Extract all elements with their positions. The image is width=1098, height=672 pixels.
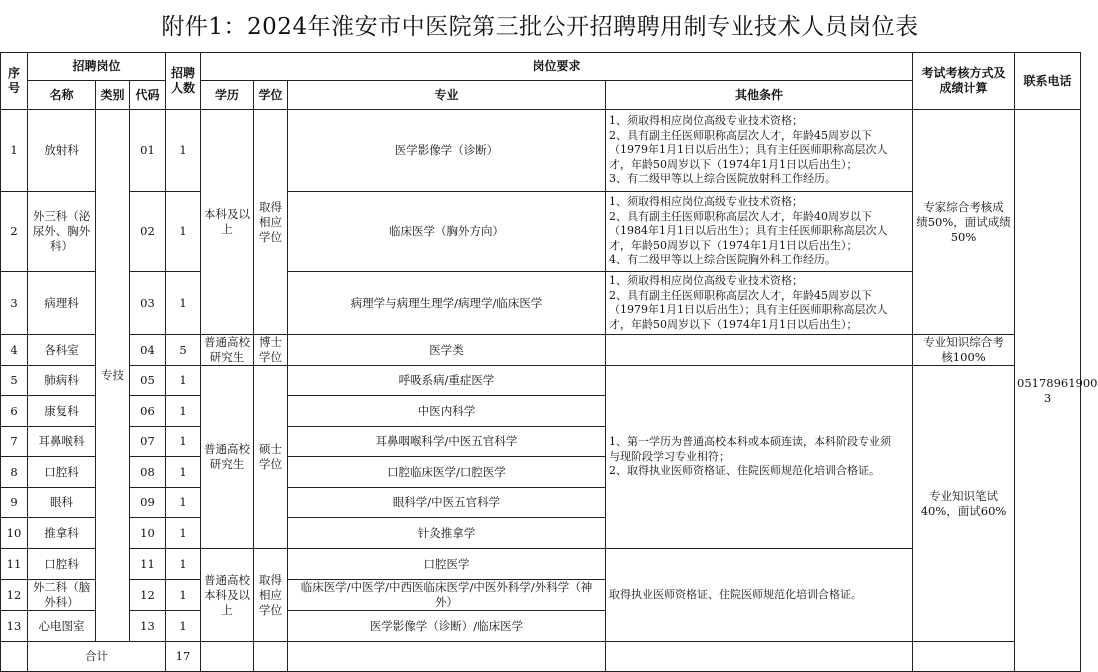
cell-seq: 9	[1, 488, 28, 518]
job-position-table	[0, 52, 1098, 672]
cell-name: 心电图室	[28, 611, 96, 642]
cell-count: 1	[166, 272, 201, 335]
cell-name: 耳鼻喉科	[28, 427, 96, 457]
cell-seq: 13	[1, 611, 28, 642]
cell-exam: 专业知识综合考 核100%	[913, 335, 1015, 366]
cell-code: 05	[130, 366, 166, 396]
cell-count: 5	[166, 335, 201, 366]
cell-code: 02	[130, 192, 166, 272]
total-row	[1, 642, 1081, 672]
cell-code: 07	[130, 427, 166, 457]
cell-major: 口腔医学	[288, 549, 606, 580]
cell-major: 耳鼻咽喉科学/中医五官科学	[288, 427, 606, 457]
cell-seq: 2	[1, 192, 28, 272]
cell-seq: 4	[1, 335, 28, 366]
cell-seq: 11	[1, 549, 28, 580]
cell-name: 放射科	[28, 110, 96, 192]
cell-count: 1	[166, 366, 201, 396]
cell-count: 1	[166, 611, 201, 642]
cell-other	[606, 335, 913, 366]
cell-code: 04	[130, 335, 166, 366]
cell-count: 1	[166, 580, 201, 611]
cell-education: 普通高校 本科及以 上	[201, 549, 254, 642]
cell-other: 1、须取得相应岗位高级专业技术资格； 2、具有副主任医师职称高层次人才，年龄45周岁以下 （1979年1月1日以后出生）；具有主任医师职称高层次人 才，年龄50周岁以下（1974年1月1日以后出生）； 3、有二级甲等以上综合医院放射科工作经历。	[606, 110, 913, 192]
cell-education: 普通高校 研究生	[201, 335, 254, 366]
cell-total-education	[201, 642, 254, 672]
header-exam: 考试考核方式及 成绩计算	[913, 53, 1015, 110]
cell-code: 13	[130, 611, 166, 642]
cell-count: 1	[166, 427, 201, 457]
cell-seq: 6	[1, 396, 28, 427]
cell-name: 病理科	[28, 272, 96, 335]
cell-other: 1、第一学历为普通高校本科或本硕连读，本科阶段专业须 与现阶段学习专业相符； 2、取得执业医师资格证、住院医师规范化培训合格证。	[606, 366, 913, 549]
cell-total-count: 17	[166, 642, 201, 672]
header-code: 代码	[130, 81, 166, 110]
cell-seq: 10	[1, 518, 28, 549]
cell-count: 1	[166, 549, 201, 580]
cell-code: 11	[130, 549, 166, 580]
cell-seq: 3	[1, 272, 28, 335]
cell-degree: 取得 相应 学位	[254, 549, 288, 642]
cell-count: 1	[166, 518, 201, 549]
header-education: 学历	[201, 81, 254, 110]
cell-major: 医学影像学（诊断）	[288, 110, 606, 192]
header-post-group: 招聘岗位	[28, 53, 166, 81]
cell-name: 口腔科	[28, 549, 96, 580]
header-category: 类别	[96, 81, 130, 110]
cell-degree: 硕士 学位	[254, 366, 288, 549]
cell-seq: 1	[1, 110, 28, 192]
cell-code: 01	[130, 110, 166, 192]
cell-other: 1、须取得相应岗位高级专业技术资格； 2、具有副主任医师职称高层次人才，年龄40周岁以下 （1984年1月1日以后出生）；具有主任医师职称高层次人 才，年龄50周岁以下（1974年1月1日以后出生）； 4、有二级甲等以上综合医院胸外科工作经历。	[606, 192, 913, 272]
cell-total-major	[288, 642, 606, 672]
cell-major: 病理学与病理生理学/病理学/临床医学	[288, 272, 606, 335]
header-major: 专业	[288, 81, 606, 110]
cell-code: 08	[130, 457, 166, 488]
cell-name: 康复科	[28, 396, 96, 427]
cell-major: 口腔临床医学/口腔医学	[288, 457, 606, 488]
cell-code: 06	[130, 396, 166, 427]
cell-name: 口腔科	[28, 457, 96, 488]
cell-major: 针灸推拿学	[288, 518, 606, 549]
header-seq: 序 号	[1, 53, 28, 110]
cell-exam: 专家综合考核成 绩50%，面试成绩 50%	[913, 110, 1015, 335]
cell-total-other	[606, 642, 913, 672]
cell-name: 肺病科	[28, 366, 96, 396]
cell-degree: 博士 学位	[254, 335, 288, 366]
table-row	[1, 335, 1081, 366]
cell-code: 12	[130, 580, 166, 611]
cell-education: 本科及以 上	[201, 110, 254, 335]
table-row	[1, 366, 1081, 396]
cell-major: 医学影像学（诊断）/临床医学	[288, 611, 606, 642]
cell-phone: 05178961900 3	[1015, 110, 1081, 672]
cell-name: 推拿科	[28, 518, 96, 549]
cell-education: 普通高校 研究生	[201, 366, 254, 549]
cell-code: 03	[130, 272, 166, 335]
header-requirements: 岗位要求	[201, 53, 913, 81]
cell-total-seq	[1, 642, 28, 672]
cell-name: 外三科（泌 尿外、胸外 科）	[28, 192, 96, 272]
header-count: 招聘 人数	[166, 53, 201, 110]
cell-degree: 取得 相应 学位	[254, 110, 288, 335]
cell-other: 1、须取得相应岗位高级专业技术资格； 2、具有副主任医师职称高层次人才，年龄45周岁以下 （1979年1月1日以后出生）；具有主任医师职称高层次人 才，年龄50周岁以下（1974年1月1日以后出生）；	[606, 272, 913, 335]
header-degree: 学位	[254, 81, 288, 110]
header-name: 名称	[28, 81, 96, 110]
cell-major: 中医内科学	[288, 396, 606, 427]
cell-total-exam	[913, 642, 1015, 672]
cell-seq: 5	[1, 366, 28, 396]
cell-code: 10	[130, 518, 166, 549]
cell-count: 1	[166, 457, 201, 488]
cell-major: 临床医学（胸外方向）	[288, 192, 606, 272]
cell-major: 医学类	[288, 335, 606, 366]
cell-count: 1	[166, 396, 201, 427]
cell-total-degree	[254, 642, 288, 672]
cell-count: 1	[166, 192, 201, 272]
cell-other: 取得执业医师资格证、住院医师规范化培训合格证。	[606, 549, 913, 642]
cell-name: 各科室	[28, 335, 96, 366]
cell-seq: 12	[1, 580, 28, 611]
cell-major: 临床医学/中医学/中西医临床医学/中医外科学/外科学（神 外）	[288, 580, 606, 611]
page-title: 附件1：2024年淮安市中医院第三批公开招聘聘用制专业技术人员岗位表	[161, 14, 919, 40]
cell-code: 09	[130, 488, 166, 518]
cell-name: 外二科（脑 外科）	[28, 580, 96, 611]
cell-category: 专技	[96, 110, 130, 642]
header-phone: 联系电话	[1015, 53, 1081, 110]
cell-major: 眼科学/中医五官科学	[288, 488, 606, 518]
cell-exam: 专业知识笔试 40%，面试60%	[913, 366, 1015, 642]
cell-total-label: 合计	[28, 642, 166, 672]
cell-name: 眼科	[28, 488, 96, 518]
cell-major: 呼吸系病/重症医学	[288, 366, 606, 396]
cell-count: 1	[166, 488, 201, 518]
header-other: 其他条件	[606, 81, 913, 110]
cell-seq: 8	[1, 457, 28, 488]
cell-count: 1	[166, 110, 201, 192]
table-row	[1, 110, 1081, 192]
cell-seq: 7	[1, 427, 28, 457]
